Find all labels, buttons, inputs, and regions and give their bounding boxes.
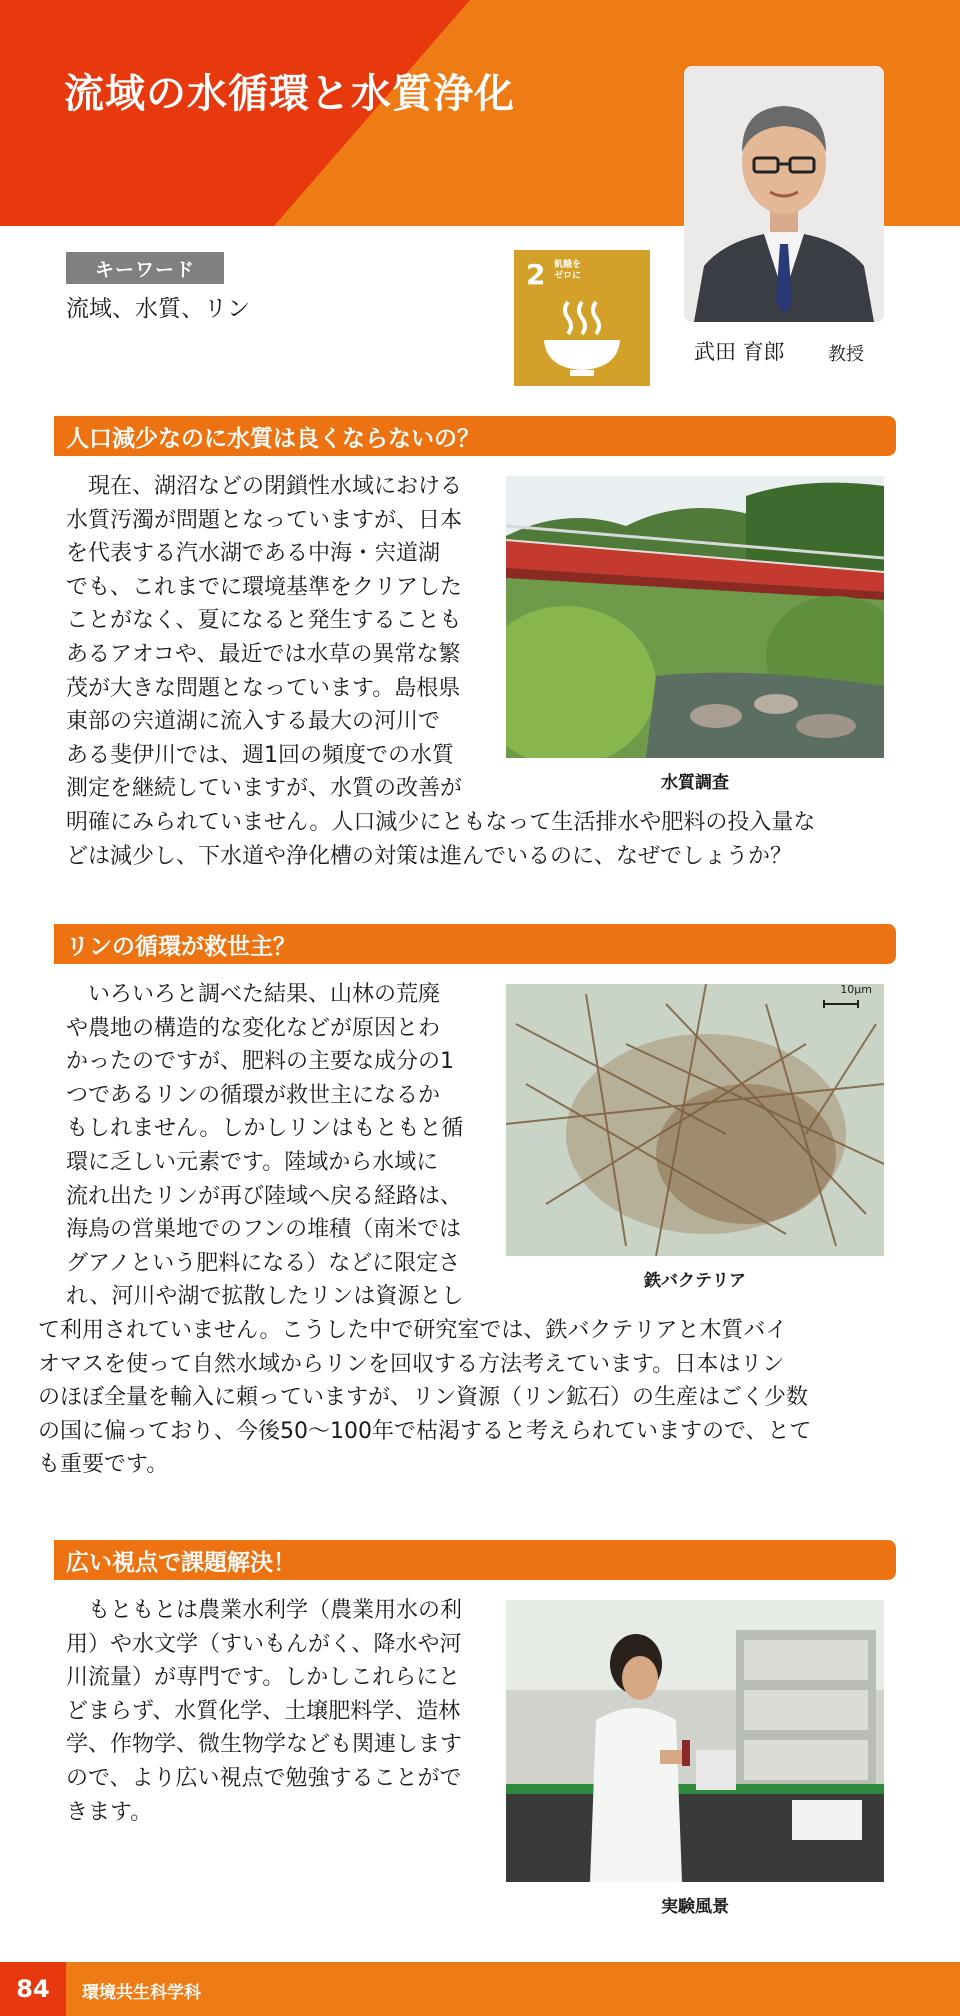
professor-title: 教授 [828, 344, 864, 365]
iron-bacteria-photo [506, 984, 884, 1256]
section-1-text-full: 明確にみられていません。人口減少にともなって生活排水や肥料の投入量な どは減少し、下水道や浄化槽の対策は進んでいるのに、なぜでしょうか？ [66, 810, 816, 869]
page-title: 流域の水循環と水質浄化 [64, 71, 515, 117]
section-2-text-wrapped: いろいろと調べた結果、山林の荒廃 や農地の構造的な変化などが原因とわ かったのですが、肥料の主要な成分の1 つであるリンの循環が救世主になるか もしれません。しかしリンはもともと循 環に乏しい元素です。陸域から水域に 流れ出たリンが再び陸域へ戻る経路は、 海鳥の営巣地でのフンの堆積（南米では グアノという肥料になる）などに限定さ れ、河川や湖で拡散したリンは資源とし [66, 982, 464, 1310]
section-heading-water-quality: 人口減少なのに水質は良くならないの？ [54, 416, 896, 456]
professor-photo [684, 66, 884, 322]
sdg-goal-text: 飢餓を ゼロに [554, 260, 582, 281]
lab-scene-photo [506, 1600, 884, 1882]
section-3-text-wrapped: もともとは農業水利学（農業用水の利 用）や水文学（すいもんがく、降水や河 川流量）が専門です。しかしこれらにと どまらず、水質化学、土壌肥料学、造林 学、作物学、微生物学なども関連します ので、より広い視点で勉強することがで きます。 [66, 1598, 463, 1825]
sdg-badge [514, 250, 650, 386]
section-1-text-wrapped: 現在、湖沼などの閉鎖性水域における 水質汚濁が問題となっていますが、日本 を代表する汽水湖である中海・宍道湖 でも、これまでに環境基準をクリアした ことがなく、夏になると発生することも あるアオコや、最近では水草の異常な繁 茂が大きな問題となっています。島根県 東部の宍道湖に流入する最大の河川で ある斐伊川では、週1回の頻度での水質 測定を継続していますが、水質の改善が [66, 474, 463, 802]
keyword-label: キーワード [66, 252, 224, 284]
section-2-text-full: て利用されていません。こうした中で研究室では、鉄バクテリアと木質バイ オマスを使って自然水域からリンを回収する方法考えています。日本はリン のほぼ全量を輸入に頼っていますが、リン資源（リン鉱石）の生産はごく少数 の国に偏っており、今後50～100年で枯渇すると考えられていますので、とて も重要です。 [38, 1318, 812, 1478]
caption-water-survey: 水質調査 [661, 773, 729, 793]
professor-name: 武田 育郎 [694, 340, 785, 364]
sdg-number: 2 [526, 258, 546, 291]
section-heading-phosphorus: リンの循環が救世主？ [54, 924, 896, 964]
section-heading-broad-view: 広い視点で課題解決！ [54, 1540, 896, 1580]
scale-bar-label: 10μm [840, 984, 872, 996]
water-survey-photo [506, 476, 884, 758]
page-number: 84 [0, 1962, 66, 2016]
caption-lab-scene: 実験風景 [661, 1897, 729, 1917]
keyword-values: 流域、水質、リン [66, 296, 250, 322]
department-name: 環境共生科学科 [82, 1983, 201, 2003]
caption-iron-bacteria: 鉄バクテリア [644, 1271, 746, 1291]
